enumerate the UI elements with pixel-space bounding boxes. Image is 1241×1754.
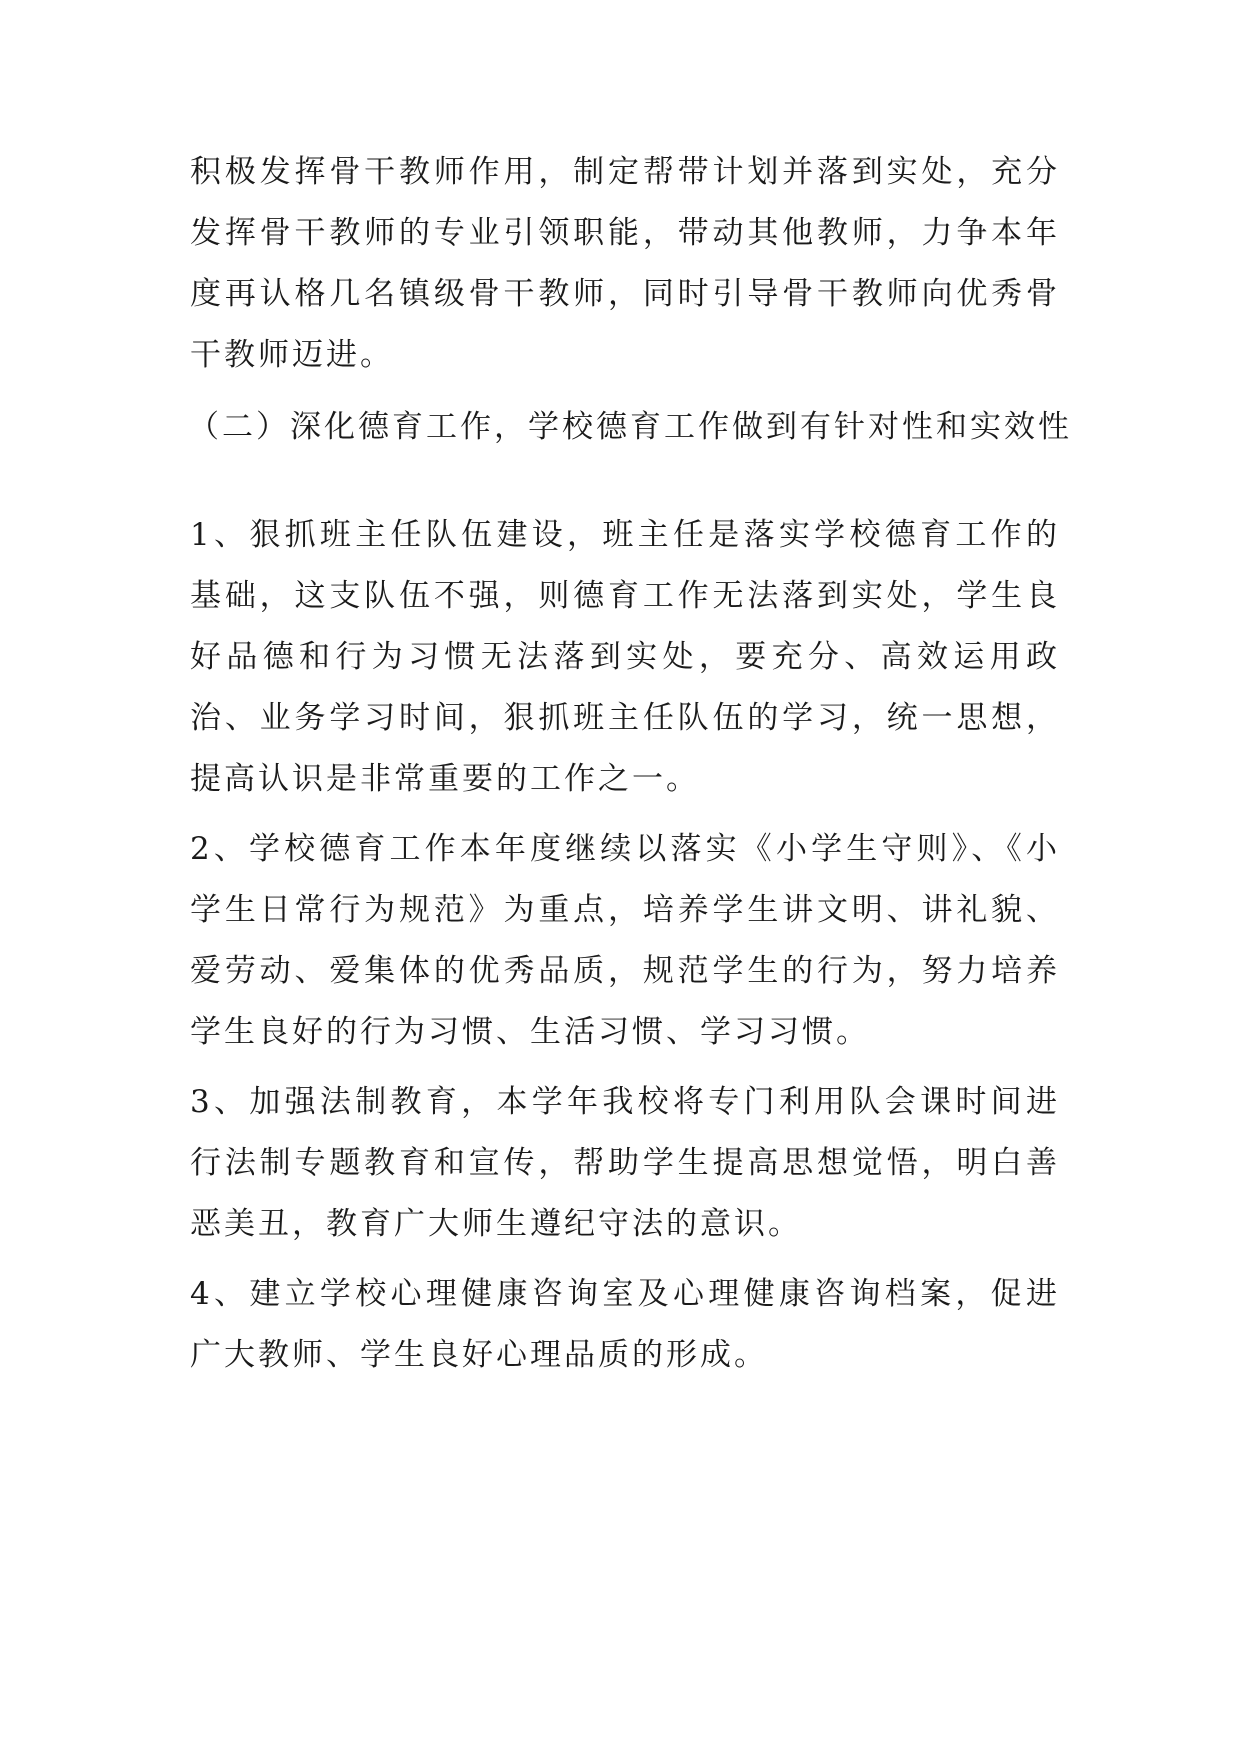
paragraph-backbone-teachers: 积极发挥骨干教师作用，制定帮带计划并落到实处，充分发挥骨干教师的专业引领职能，带动其他教师，力争本年度再认格几名镇级骨干教师，同时引导骨干教师向优秀骨干教师迈进。 <box>190 154 1060 373</box>
paragraph-item-3: 3、加强法制教育，本学年我校将专门利用队会课时间进行法制专题教育和宣传，帮助学生提高思想觉悟，明白善恶美丑，教育广大师生遵纪守法的意识。 <box>190 1084 1060 1242</box>
paragraph-item-1: 1、狠抓班主任队伍建设，班主任是落实学校德育工作的基础，这支队伍不强，则德育工作无法落到实处，学生良好品德和行为习惯无法落到实处，要充分、高效运用政治、业务学习时间，狠抓班主任队伍的学习，统一思想，提高认识是非常重要的工作之一。 <box>190 517 1060 797</box>
section-heading-moral-education: （二）深化德育工作，学校德育工作做到有针对性和实效性 <box>188 409 1072 445</box>
paragraph-item-2: 2、学校德育工作本年度继续以落实《小学生守则》、《小学生日常行为规范》为重点，培养学生讲文明、讲礼貌、爱劳动、爱集体的优秀品质，规范学生的行为，努力培养学生良好的行为习惯、生活习惯、学习习惯。 <box>190 831 1060 1050</box>
paragraph-item-4: 4、建立学校心理健康咨询室及心理健康咨询档案，促进广大教师、学生良好心理品质的形成。 <box>190 1276 1060 1373</box>
